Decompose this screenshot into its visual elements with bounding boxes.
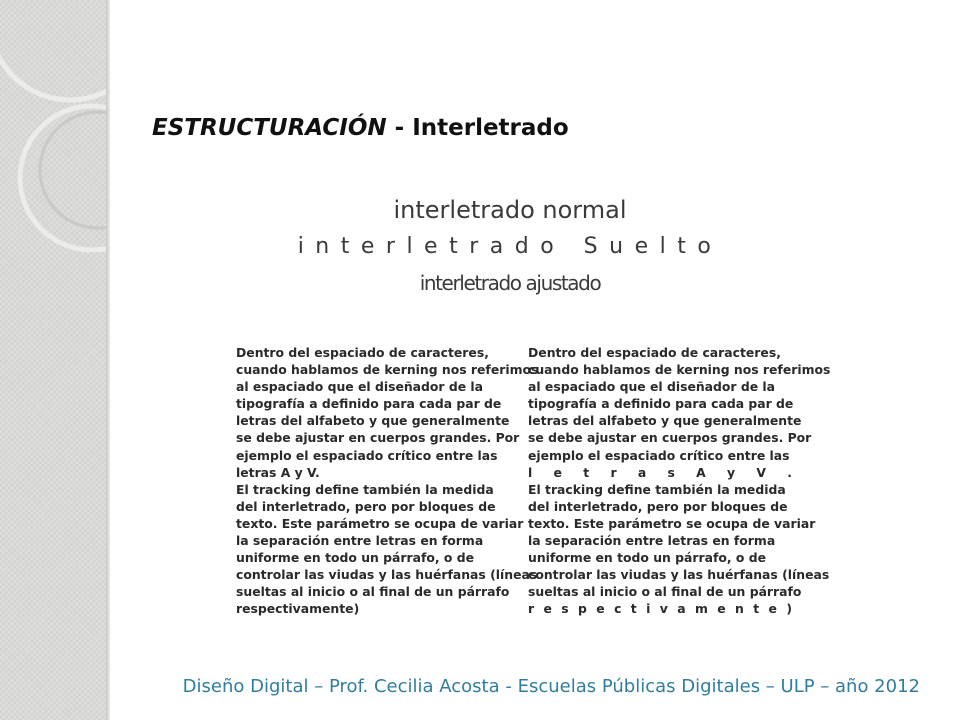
text-column-right bbox=[528, 344, 831, 618]
text-line: se debe ajustar en cuerpos grandes. Por bbox=[236, 430, 520, 446]
slide-title-rest: - Interletrado bbox=[386, 115, 569, 141]
text-line: controlar las viudas y las huérfanas (líneas bbox=[236, 567, 538, 583]
text-line: sueltas al inicio o al final de un párrafo bbox=[236, 584, 510, 600]
text-line: Dentro del espaciado de caracteres, bbox=[528, 345, 781, 360]
demo-loose-tracking: interletrado Suelto bbox=[297, 234, 723, 259]
text-line: ejemplo el espaciado crítico entre las bbox=[528, 447, 790, 463]
text-line: controlar las viudas y las huérfanas (líneas bbox=[528, 567, 830, 583]
text-line: l e t r a s A y V . bbox=[528, 464, 792, 480]
text-line: al espaciado que el diseñador de la bbox=[528, 379, 776, 395]
text-line: al espaciado que el diseñador de la bbox=[236, 379, 484, 395]
text-line: r e s p e c t i v a m e n t e ) bbox=[528, 601, 792, 617]
demo-tight-tracking: interletrado ajustado bbox=[419, 271, 601, 295]
slide-title bbox=[152, 115, 569, 141]
text-line: del interletrado, pero por bloques de bbox=[528, 498, 788, 514]
text-line: uniforme en todo un párrafo, o de bbox=[528, 550, 766, 566]
text-line: la separación entre letras en forma bbox=[528, 533, 776, 549]
side-band-edge bbox=[106, 0, 110, 720]
text-line: cuando hablamos de kerning nos referimos bbox=[236, 362, 539, 378]
text-line: uniforme en todo un párrafo, o de bbox=[236, 550, 474, 566]
text-line: ejemplo el espaciado crítico entre las bbox=[236, 447, 498, 463]
text-line: El tracking define también la medida bbox=[236, 481, 494, 497]
text-line: letras A y V. bbox=[236, 464, 320, 480]
footer-credits: Diseño Digital – Prof. Cecilia Acosta - Escuelas Públicas Digitales – ULP – año 2012 bbox=[182, 676, 920, 697]
text-line: sueltas al inicio o al final de un párrafo bbox=[528, 584, 802, 600]
text-column-left bbox=[236, 344, 539, 618]
decorative-circles bbox=[0, 0, 106, 720]
text-line: tipografía a definido para cada par de bbox=[528, 396, 794, 412]
text-line: la separación entre letras en forma bbox=[236, 533, 484, 549]
text-line: cuando hablamos de kerning nos referimos bbox=[528, 362, 831, 378]
text-line: letras del alfabeto y que generalmente bbox=[528, 413, 802, 429]
text-line: texto. Este parámetro se ocupa de variar bbox=[528, 515, 816, 531]
text-line: se debe ajustar en cuerpos grandes. Por bbox=[528, 430, 812, 446]
text-line: texto. Este parámetro se ocupa de variar bbox=[236, 515, 524, 531]
decorative-side-band bbox=[0, 0, 106, 720]
text-line: El tracking define también la medida bbox=[528, 481, 786, 497]
text-line: Dentro del espaciado de caracteres, bbox=[236, 345, 489, 360]
text-line: del interletrado, pero por bloques de bbox=[236, 498, 496, 514]
demo-normal-tracking: interletrado normal bbox=[393, 196, 627, 224]
text-line: tipografía a definido para cada par de bbox=[236, 396, 502, 412]
text-line: letras del alfabeto y que generalmente bbox=[236, 413, 510, 429]
text-line: respectivamente) bbox=[236, 601, 360, 617]
slide-title-main: ESTRUCTURACIÓN bbox=[152, 115, 387, 141]
